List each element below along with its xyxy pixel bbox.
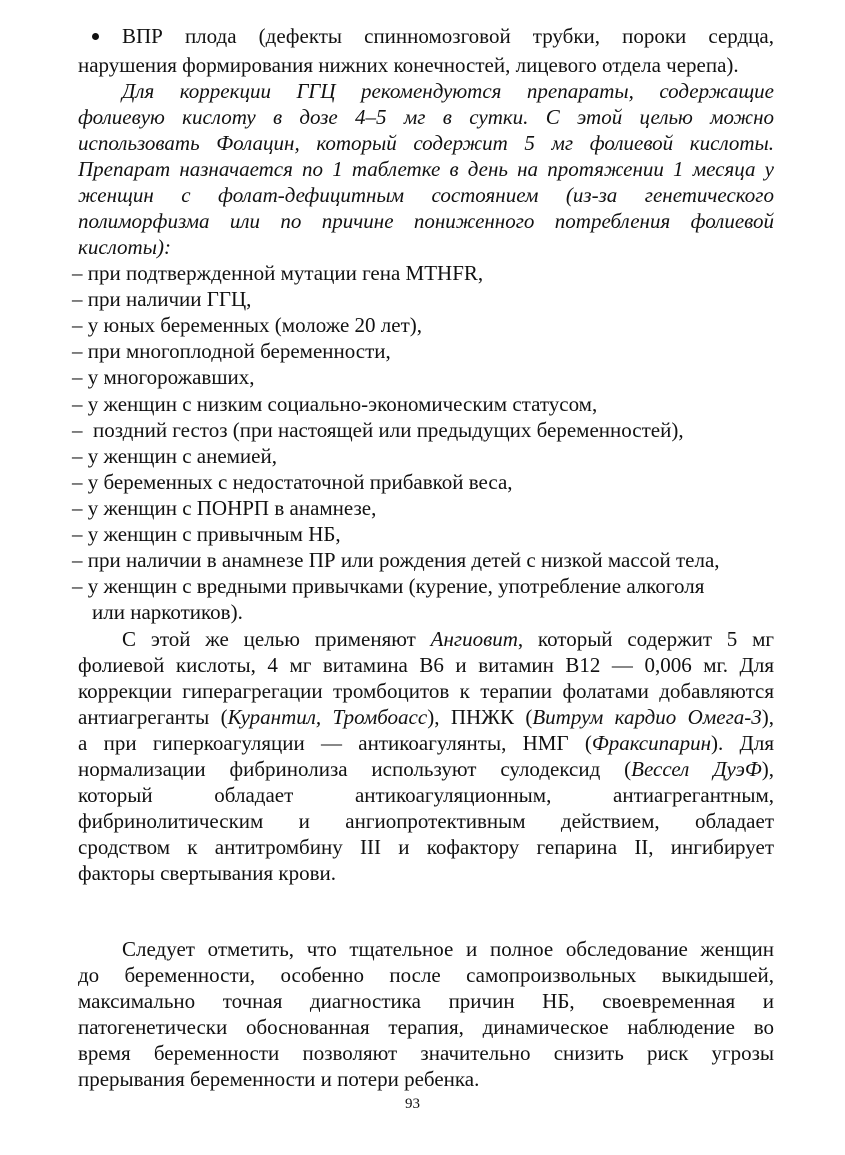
list-item [72, 313, 422, 338]
dash-marker: – [72, 365, 83, 389]
list-item [72, 365, 255, 390]
drug-name: Ангиовит [430, 627, 518, 651]
paragraph-line [78, 757, 774, 782]
dash-marker: – [72, 261, 83, 285]
text-run: ), ПНЖК ( [427, 705, 533, 729]
dash-marker: – [72, 470, 83, 494]
list-item [72, 339, 391, 364]
list-item-text: у юных беременных (моложе 20 лет), [87, 313, 423, 337]
paragraph-line: факторы свертывания крови. [78, 861, 337, 885]
list-item-continuation: или наркотиков). [92, 600, 243, 624]
intro-line: ВПР плода (дефекты спинномозговой трубки, пороки сердца, [122, 24, 774, 48]
text-run: антиагреганты ( [78, 705, 228, 729]
italic-paragraph-line: женщин с фолат-дефицитным состоянием (из-за генетического [78, 183, 774, 207]
list-item-text: у женщин с привычным НБ, [87, 522, 341, 546]
list-item [72, 574, 704, 599]
list-item [72, 392, 597, 417]
list-item [72, 496, 376, 521]
list-item-text: у беременных с недостаточной прибавкой веса, [87, 470, 513, 494]
text-run: С этой же целью применяют [122, 627, 431, 651]
dash-marker: – [72, 339, 83, 363]
list-item-text: у женщин с низким социально-экономическим статусом, [87, 392, 598, 416]
list-item [72, 261, 483, 286]
italic-paragraph-line: полиморфизма или по причине пониженного потребления фолиевой [78, 209, 774, 233]
list-item-text: у женщин с анемией, [87, 444, 277, 468]
paragraph-line: фолиевой кислоты, 4 мг витамина В6 и витамин В12 — 0,006 мг. Для [78, 653, 774, 677]
dash-marker: – [72, 392, 83, 416]
intro-line: нарушения формирования нижних конечностей, лицевого отдела черепа). [78, 53, 739, 77]
list-item-text: поздний гестоз (при настоящей или предыдущих беременностей), [93, 418, 684, 442]
drug-name: Витрум кардио Омега-3 [532, 705, 762, 729]
dash-marker: – [72, 313, 83, 337]
italic-paragraph-line: Для коррекции ГГЦ рекомендуются препараты, содержащие [122, 79, 774, 103]
dash-marker: – [72, 496, 83, 520]
list-item [72, 444, 277, 469]
list-item-text: при подтвержденной мутации гена MTHFR, [87, 261, 484, 285]
list-item [72, 287, 251, 312]
text-run: ). Для [711, 731, 774, 755]
text-run: а при гиперкоагуляции — антикоагулянты, НМГ ( [78, 731, 592, 755]
dash-marker: – [72, 574, 83, 598]
italic-paragraph-line: фолиевую кислоту в дозе 4–5 мг в сутки. С этой целью можно [78, 105, 774, 129]
list-item [72, 548, 720, 573]
conclusion-line: патогенетически обоснованная терапия, динамическое наблюдение во [78, 1015, 774, 1039]
paragraph-line: коррекции гиперагрегации тромбоцитов к терапии фолатами добавляются [78, 679, 774, 703]
list-item [72, 522, 341, 547]
conclusion-line: максимально точная диагностика причин НБ, своевременная и [78, 989, 774, 1013]
dash-marker: – [72, 287, 83, 311]
italic-paragraph-line: Препарат назначается по 1 таблетке в день на протяжении 1 месяца у [78, 157, 774, 181]
list-item-text: при наличии ГГЦ, [87, 287, 252, 311]
dash-marker: – [72, 444, 83, 468]
conclusion-line: до беременности, особенно после самопроизвольных выкидышей, [78, 963, 774, 987]
paragraph-line [122, 627, 774, 652]
paragraph-line: фибринолитическим и ангиопротективным действием, обладает [78, 809, 774, 833]
list-item-text: у женщин с ПОНРП в анамнезе, [87, 496, 377, 520]
dash-marker: – [72, 418, 83, 442]
text-run: нормализации фибринолиза используют сулодексид ( [78, 757, 632, 781]
italic-paragraph-line: кислоты): [78, 235, 171, 259]
list-item [72, 470, 513, 495]
drug-name: Курантил, Тромбоасс [227, 705, 428, 729]
list-item-text: при наличии в анамнезе ПР или рождения детей с низкой массой тела, [87, 548, 720, 572]
drug-name: Фраксипарин [591, 731, 712, 755]
conclusion-line: время беременности позволяют значительно снизить риск угрозы [78, 1041, 774, 1065]
paragraph-line [78, 731, 774, 756]
list-item [72, 418, 684, 443]
drug-name: Вессел ДуэФ [631, 757, 762, 781]
conclusion-line: Следует отметить, что тщательное и полное обследование женщин [122, 937, 774, 961]
text-run: , который содержит 5 мг [517, 627, 775, 651]
list-item-text: у многорожавших, [87, 365, 255, 389]
dash-marker: – [72, 548, 83, 572]
page-number: 93 [405, 1096, 420, 1112]
list-item-text: при многоплодной беременности, [87, 339, 391, 363]
conclusion-line: прерывания беременности и потери ребенка. [78, 1067, 480, 1091]
paragraph-line [78, 705, 774, 730]
paragraph-line: сродством к антитромбину III и кофактору гепарина II, ингибирует [78, 835, 774, 859]
list-item-text: у женщин с вредными привычками (курение, употребление алкоголя [87, 574, 705, 598]
text-run: ), [761, 757, 774, 781]
paragraph-line: который обладает антикоагуляционным, антиагрегантным, [78, 783, 774, 807]
text-run: ), [761, 705, 775, 729]
dash-marker: – [72, 522, 83, 546]
italic-paragraph-line: использовать Фолацин, который содержит 5 мг фолиевой кислоты. [78, 131, 774, 155]
bullet-icon [92, 33, 99, 40]
